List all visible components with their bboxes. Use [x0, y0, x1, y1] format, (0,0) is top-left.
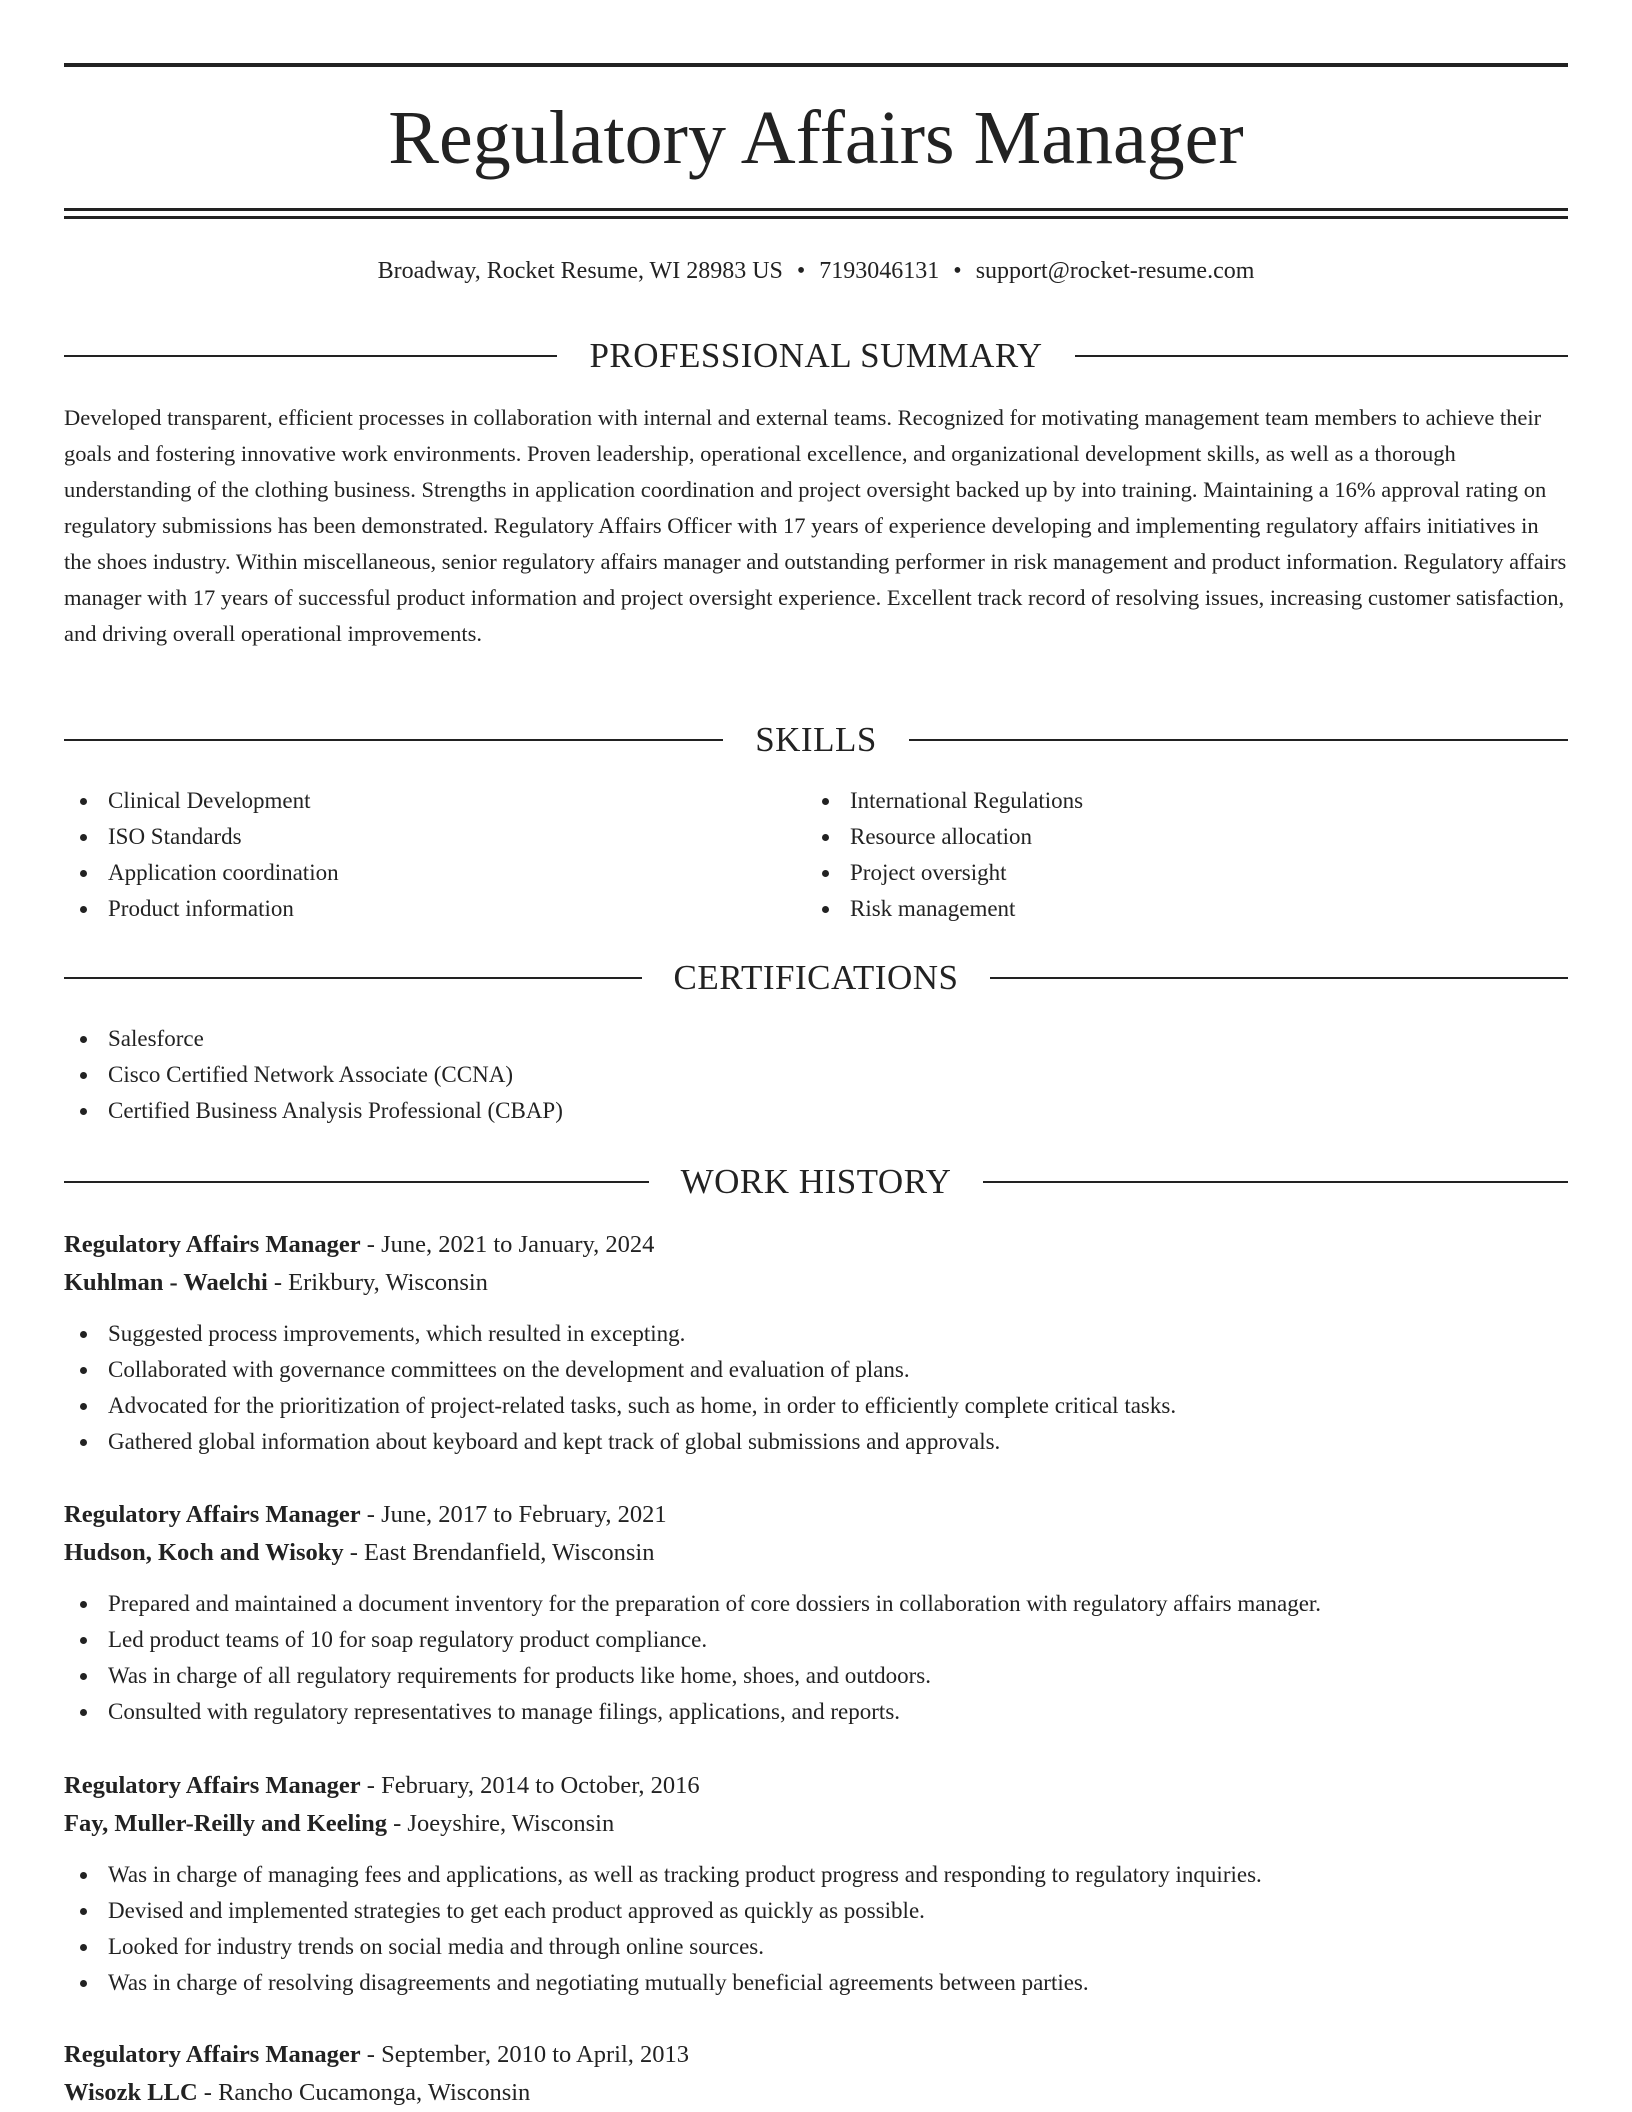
skill-item: Clinical Development — [64, 783, 806, 819]
resume-name: Regulatory Affairs Manager — [388, 96, 1244, 180]
skill-item: International Regulations — [806, 783, 1548, 819]
job-bullet: Gathered global information about keyboard and kept track of global submissions and approvals. — [64, 1424, 1568, 1460]
job-dates: - June, 2021 to January, 2024 — [360, 1231, 655, 1258]
skills-column-left — [64, 783, 806, 927]
certification-item: Cisco Certified Network Associate (CCNA) — [64, 1057, 1568, 1093]
job-entry — [64, 1767, 1568, 2001]
job-bullet: Led product teams of 10 for soap regulatory product compliance. — [64, 1622, 1568, 1658]
job-bullet: Suggested process improvements, which resulted in excepting. — [64, 1316, 1568, 1352]
job-location: - East Brendanfield, Wisconsin — [343, 1539, 655, 1566]
job-bullet: Consulted with regulatory representatives to manage filings, applications, and reports. — [64, 1694, 1568, 1730]
job-bullet: Was in charge of resolving disagreements and negotiating mutually beneficial agreements between parties. — [64, 1965, 1568, 2001]
divider — [64, 1181, 649, 1183]
skill-item: Resource allocation — [806, 819, 1548, 855]
divider — [1075, 355, 1568, 357]
skill-item: Project oversight — [806, 855, 1548, 891]
job-company: Wisozk LLC — [64, 2079, 198, 2106]
job-title-line — [64, 2036, 1568, 2074]
job-location: - Joeyshire, Wisconsin — [387, 1810, 615, 1837]
certification-item: Certified Business Analysis Professional (CBAP) — [64, 1093, 1568, 1129]
section-title: CERTIFICATIONS — [673, 958, 959, 997]
job-location: - Erikbury, Wisconsin — [267, 1269, 488, 1296]
certifications-heading — [64, 958, 1568, 998]
divider — [909, 739, 1568, 741]
contact-phone: 7193046131 — [819, 258, 940, 284]
job-title: Regulatory Affairs Manager — [64, 1772, 361, 1799]
certification-item: Salesforce — [64, 1021, 1568, 1057]
job-entry — [64, 2036, 1568, 2112]
job-bullet: Advocated for the prioritization of project-related tasks, such as home, in order to efficiently complete critical tasks. — [64, 1388, 1568, 1424]
skill-item: ISO Standards — [64, 819, 806, 855]
job-title: Regulatory Affairs Manager — [64, 1231, 361, 1258]
job-dates: - September, 2010 to April, 2013 — [360, 2041, 690, 2068]
job-bullet: Was in charge of managing fees and applications, as well as tracking product progress and responding to regulatory inquiries. — [64, 1857, 1568, 1893]
job-company: Hudson, Koch and Wisoky — [64, 1539, 344, 1566]
section-title: SKILLS — [755, 720, 877, 759]
contact-email[interactable]: support@rocket-resume.com — [975, 258, 1255, 284]
skill-item: Risk management — [806, 891, 1548, 927]
job-company-line — [64, 2074, 1568, 2112]
job-bullet: Prepared and maintained a document inventory for the preparation of core dossiers in collaboration with regulatory affairs manager. — [64, 1586, 1568, 1622]
job-bullet: Collaborated with governance committees on the development and evaluation of plans. — [64, 1352, 1568, 1388]
contact-address: Broadway, Rocket Resume, WI 28983 US — [377, 258, 783, 284]
job-bullets — [64, 1586, 1568, 1730]
skills-column-right — [806, 783, 1548, 927]
divider — [64, 977, 642, 979]
job-dates: - June, 2017 to February, 2021 — [360, 1501, 667, 1528]
top-rule — [64, 63, 1568, 67]
job-title-line — [64, 1496, 1568, 1534]
job-title-line — [64, 1226, 1568, 1264]
divider — [983, 1181, 1568, 1183]
section-title: PROFESSIONAL SUMMARY — [589, 336, 1043, 375]
job-company-line — [64, 1805, 1568, 1843]
summary-text: Developed transparent, efficient processes in collaboration with internal and external teams. Recognized for motivating management team members to achieve their goals and fostering innovative work environments. Proven leadership, operational excellence, and organizational development skills, as well as a thorough understanding of the clothing business. Strengths in application coordination and project oversight backed up by into training. Maintaining a 16% approval rating on regulatory submissions has been demonstrated. Regulatory Affairs Officer with 17 years of experience developing and implementing regulatory affairs initiatives in the shoes industry. Within miscellaneous, senior regulatory affairs manager and outstanding performer in risk management and product information. Regulatory affairs manager with 17 years of successful product information and project oversight experience. Excellent track record of resolving issues, increasing customer satisfaction, and driving overall operational improvements. — [64, 405, 1567, 646]
job-entry — [64, 1496, 1568, 1730]
contact-line — [64, 254, 1568, 288]
job-company: Kuhlman - Waelchi — [64, 1269, 268, 1296]
job-location: - Rancho Cucamonga, Wisconsin — [197, 2079, 531, 2106]
job-bullet: Looked for industry trends on social media and through online sources. — [64, 1929, 1568, 1965]
job-company: Fay, Muller-Reilly and Keeling — [64, 1810, 388, 1837]
contact-separator: • — [796, 258, 806, 284]
job-title: Regulatory Affairs Manager — [64, 1501, 361, 1528]
job-dates: - February, 2014 to October, 2016 — [360, 1772, 700, 1799]
summary-heading — [64, 336, 1568, 376]
divider — [64, 739, 723, 741]
section-title: WORK HISTORY — [680, 1162, 952, 1201]
job-bullets — [64, 1316, 1568, 1460]
skill-item: Application coordination — [64, 855, 806, 891]
contact-separator: • — [953, 258, 962, 284]
skill-item: Product information — [64, 891, 806, 927]
skills-heading — [64, 720, 1568, 760]
job-bullet: Devised and implemented strategies to get each product approved as quickly as possible. — [64, 1893, 1568, 1929]
divider — [990, 977, 1568, 979]
job-company-line — [64, 1264, 1568, 1302]
job-entry — [64, 1226, 1568, 1460]
divider — [64, 355, 557, 357]
job-company-line — [64, 1534, 1568, 1572]
job-title: Regulatory Affairs Manager — [64, 2041, 361, 2068]
skills-list — [64, 783, 1568, 927]
double-rule — [64, 208, 1568, 219]
certifications-list — [64, 1021, 1568, 1129]
work-history-heading — [64, 1162, 1568, 1202]
job-bullet: Was in charge of all regulatory requirements for products like home, shoes, and outdoors. — [64, 1658, 1568, 1694]
job-title-line — [64, 1767, 1568, 1805]
job-bullets — [64, 1857, 1568, 2001]
